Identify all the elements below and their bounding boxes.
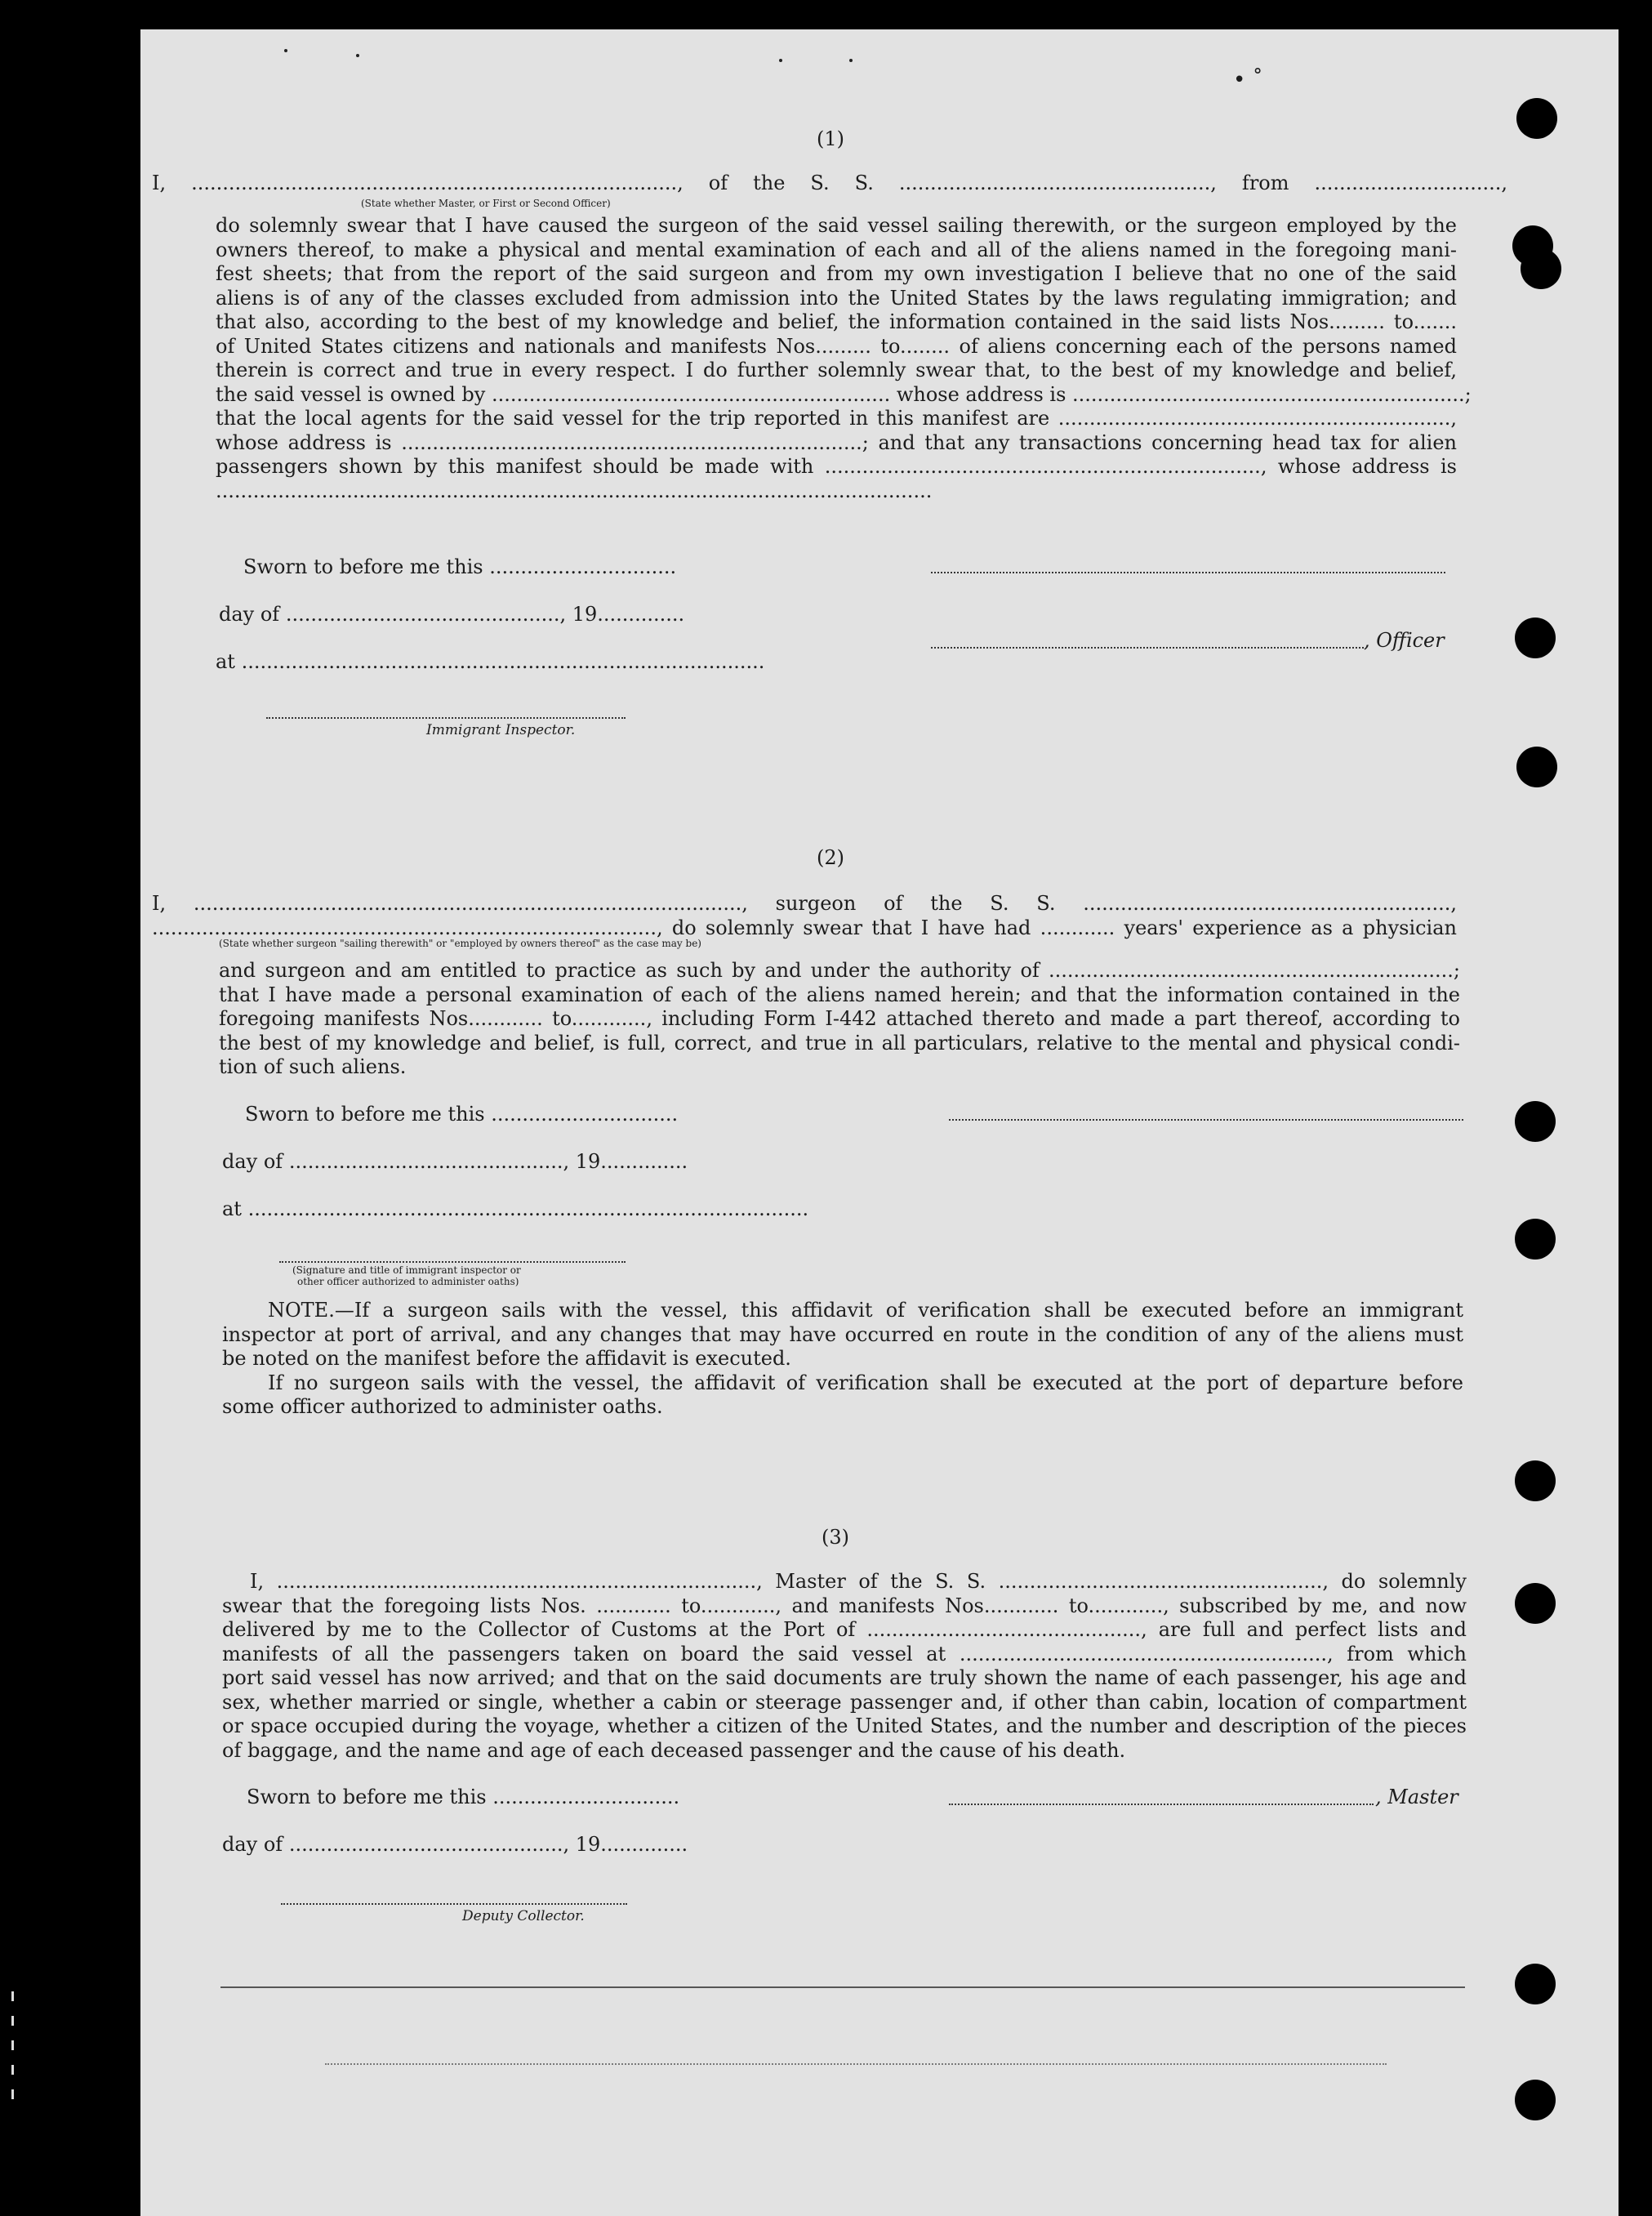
section-3-line: delivered by me to the Collector of Customs at the Port of ............................................, are full and perfect lists and <box>222 1618 1467 1641</box>
section-1-line: do solemnly swear that I have caused the surgeon of the said vessel sailing therewith, or the surgeon employed by the <box>216 214 1457 237</box>
section-3-line: I, ............................................................................., Master of the S. S. ...................................................., do solemnly <box>250 1570 1467 1593</box>
section-3-line: swear that the foregoing lists Nos. ............ to............, and manifests Nos............ to............, subscribed by me, and now <box>222 1594 1467 1617</box>
section-1-line: ................................................................................................................... <box>216 479 933 502</box>
note-line: If no surgeon sails with the vessel, the affidavit of verification shall be executed at the port of departure before <box>268 1371 1463 1394</box>
section-2-line: tion of such aliens. <box>219 1055 407 1078</box>
section-1-sworn: Sworn to before me this .............................. <box>243 555 677 578</box>
inspector-signature-line <box>266 717 626 719</box>
section-1-opening-line: I, .............................................................................., of the S. S. .................................................., from .............................., <box>152 172 1507 194</box>
section-1-at: at .................................................................................... <box>216 650 765 673</box>
punch-hole <box>1515 2080 1556 2120</box>
section-1-line: of United States citizens and nationals and manifests Nos......... to........ of aliens concerning each of the persons named <box>216 334 1457 358</box>
speck <box>849 59 853 62</box>
section-1-day: day of ............................................, 19.............. <box>219 603 685 626</box>
section-2-head <box>152 892 1457 940</box>
section-1-line: that the local agents for the said vessel for the trip reported in this manifest are ..............................................................., <box>216 407 1457 430</box>
section-1-number: (1) <box>817 127 844 150</box>
section-3-line: or space occupied during the voyage, whether a citizen of the United States, and the number and description of the pieces <box>222 1714 1467 1737</box>
speck <box>779 59 782 62</box>
section-3-number: (3) <box>822 1526 849 1549</box>
section-1-line: therein is correct and true in every respect. I do further solemnly swear that, to the best of my knowledge and belief, <box>216 359 1457 381</box>
film-edge <box>0 1977 24 2189</box>
section-1-opening <box>152 172 1507 196</box>
section-1-line: passengers shown by this manifest should be made with ......................................................................, whose address is <box>216 455 1457 478</box>
section-3-line: manifests of all the passengers taken on board the said vessel at ..........................................................., from which <box>222 1642 1467 1665</box>
section-2-number: (2) <box>817 846 844 869</box>
master-label: , Master <box>1375 1786 1458 1808</box>
bottom-dotted-line <box>325 2063 1387 2065</box>
punch-hole <box>1516 98 1557 139</box>
section-1-line: owners thereof, to make a physical and mental examination of each and all of the aliens named in the foregoing mani- <box>216 238 1457 261</box>
note-line: NOTE.—If a surgeon sails with the vessel, this affidavit of verification shall be executed before an immigrant <box>268 1299 1463 1322</box>
section-1-body <box>216 214 1472 503</box>
section-3-line: sex, whether married or single, whether a cabin or steerage passenger and, if other than cabin, location of compartment <box>222 1690 1467 1714</box>
punch-hole <box>1516 747 1557 787</box>
inspector-2-signature-line <box>279 1261 626 1263</box>
surgeon-note: (State whether surgeon "sailing therewith" or "employed by owners thereof" as the case may be) <box>219 938 701 949</box>
master-signature-line <box>949 1804 1374 1805</box>
punch-hole <box>1515 618 1556 658</box>
inspector-label: Immigrant Inspector. <box>426 722 576 738</box>
speck <box>284 49 287 52</box>
section-1-line: that also, according to the best of my knowledge and belief, the information contained in the said lists Nos......... to....... <box>216 310 1457 333</box>
note-paragraph <box>222 1299 1463 1420</box>
surgeon-signature-line <box>949 1119 1463 1121</box>
section-2-line: the best of my knowledge and belief, is full, correct, and true in all particulars, relative to the mental and physical condi- <box>219 1031 1460 1054</box>
section-2-line: that I have made a personal examination of each of the aliens named herein; and that the information contained in the <box>219 983 1460 1006</box>
section-2-line: and surgeon and am entitled to practice as such by and under the authority of .................................................................; <box>219 959 1460 982</box>
collector-label: Deputy Collector. <box>462 1908 585 1924</box>
section-1-line: fest sheets; that from the report of the said surgeon and from my own investigation I believe that no one of the said <box>216 262 1457 285</box>
note-line: inspector at port of arrival, and any changes that may have occurred en route in the condition of any of the aliens must <box>222 1322 1463 1346</box>
punch-hole <box>1521 248 1561 289</box>
officer-signature-line-1 <box>931 572 1445 573</box>
section-1-line: aliens is of any of the classes excluded from admission into the United States by the laws regulating immigration; and <box>216 286 1457 310</box>
section-2-day: day of ............................................, 19.............. <box>222 1150 688 1173</box>
sig-note-line-2: other officer authorized to administer oaths) <box>297 1276 519 1287</box>
note-line: some officer authorized to administer oaths. <box>222 1395 663 1418</box>
section-3-body <box>222 1570 1467 1763</box>
punch-hole <box>1515 1460 1556 1501</box>
sig-note-line-1: (Signature and title of immigrant inspector or <box>292 1264 521 1276</box>
section-1-line: whose address is ..........................................................................; and that any transactions concerning head tax for alien <box>216 430 1457 454</box>
corner-mark: • ˚ <box>1233 68 1263 92</box>
officer-label: , Officer <box>1364 629 1445 652</box>
bottom-rule <box>220 1986 1465 1988</box>
section-3-line: port said vessel has now arrived; and that on the said documents are truly shown the name of each passenger, his age and <box>222 1666 1467 1689</box>
punch-hole <box>1515 1583 1556 1624</box>
collector-signature-line <box>281 1903 627 1905</box>
section-3-day: day of ............................................, 19.............. <box>222 1833 688 1856</box>
officer-signature-line-2 <box>931 647 1364 649</box>
section-2-line: foregoing manifests Nos............ to............, including Form I-442 attached thereto and made a part thereof, according to <box>219 1007 1460 1030</box>
manifest-page <box>140 29 1619 2216</box>
section-1-line: the said vessel is owned by ................................................................ whose address is ...............................................................; <box>216 382 1472 406</box>
punch-hole <box>1515 1219 1556 1260</box>
punch-hole <box>1515 1101 1556 1142</box>
section-3-sworn: Sworn to before me this .............................. <box>247 1786 680 1808</box>
section-2-sworn: Sworn to before me this .............................. <box>245 1103 679 1126</box>
section-3-line: of baggage, and the name and age of each deceased passenger and the cause of his death. <box>222 1738 1126 1762</box>
section-2-line-1: I, ........................................................................................, surgeon of the S. S. ..........................................................., <box>152 892 1457 915</box>
section-2-at: at .......................................................................................... <box>222 1197 809 1220</box>
section-2-line-2: ................................................................................., do solemnly swear that I have had ............ years' experience as a physician <box>152 916 1457 939</box>
speck <box>356 54 359 57</box>
master-note: (State whether Master, or First or Second Officer) <box>361 198 611 209</box>
punch-hole <box>1515 1964 1556 2004</box>
note-line: be noted on the manifest before the affidavit is executed. <box>222 1347 791 1370</box>
section-2-body <box>219 959 1460 1080</box>
